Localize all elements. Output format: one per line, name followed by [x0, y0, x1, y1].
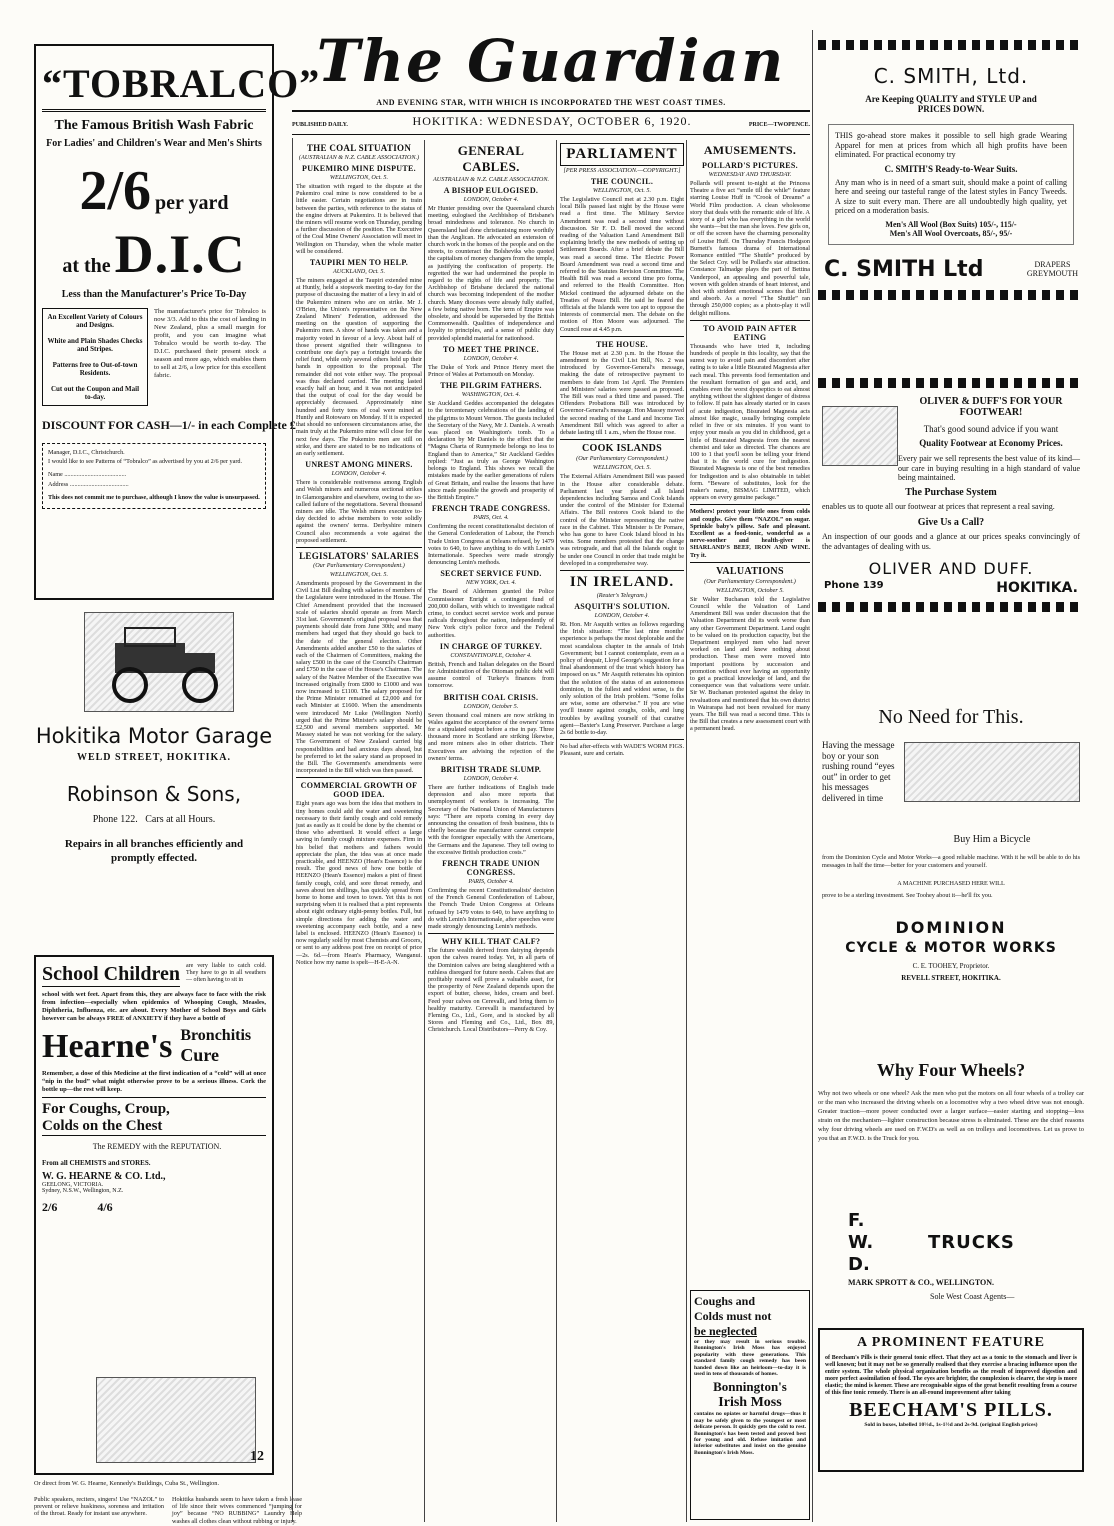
smith-text-2: Any man who is in need of a smart suit, should make a point of calling here and seeing our tasteful range of the latest styles in Fancy Tweeds. A size to suit every man. There are all undoubtedly high quality, yet priced on a moderation basis.	[835, 177, 1067, 215]
bonnington-brand-2: Irish Moss	[718, 1395, 782, 1411]
salaries-date: WELLINGTON, Oct. 5.	[329, 570, 389, 578]
nazol-ad: Public speakers, reciters, singers! Use “NAZOL” to prevent or relieve huskiness, soreness and irritation of the throat. Ready for instant use anywhere.	[34, 1496, 164, 1518]
dateline: HOKITIKA: WEDNESDAY, OCTOBER 6, 1920.	[412, 114, 692, 128]
hearne-price-1: 2/6	[42, 1200, 58, 1214]
prince-head: TO MEET THE PRINCE.	[443, 344, 539, 354]
tobralco-price: 2/6	[79, 160, 152, 222]
boot-illustration	[822, 406, 898, 466]
unrest-head: UNREST AMONG MINERS.	[305, 460, 413, 470]
need-buy: Buy Him a Bicycle	[953, 834, 1031, 845]
taupiri-head: TAUPIRI MEN TO HELP.	[309, 258, 409, 268]
hearne-ad	[34, 955, 274, 1475]
tobralco-tagline: The Famous British Wash Fabric	[54, 118, 254, 133]
commercial-text: Eight years ago was born the idea that mothers in tiny homes could add the water and sweetening necessary to their family cough and cold remedy just as easily as it could be done by the chemist or those who advertised. It would effect a large saving in family cough mixture expenses. Firm in his belief that mothers and fathers would appreciate the plan, the idea was at once made practicable, and HEENZO (Hean's Essence) is the result. The good news of how one bottle of HEENZO (Hean's Essence) makes a pint of finest family cough, cold, and sore throat remedy, and saves about ten shillings, has quickly spread from home to home and town to town. Yet this is not surprising when it is realised that a pint represents about eight ordinary eight-penny bottles. Full, but simple directions for adding the water and sweetening accompany each bottle, and a new label is enclosed. HEENZO (Hean's Essence) is now regularly sold by most Chemists and Grocers, or sent to any address post free on receipt of price—2s. 6d.—from Hean's Pharmacy, Wanganui. Notice how my name is spelt—H-E-A-N.	[296, 800, 422, 966]
coal-crisis-date: LONDON, October 5.	[463, 702, 519, 710]
coal-crisis-head: BRITISH COAL CRISIS.	[443, 692, 539, 702]
car-illustration	[84, 612, 234, 712]
beecham-name: BEECHAM'S PILLS.	[849, 1399, 1053, 1421]
od-town: HOKITIKA.	[996, 580, 1078, 596]
valuations-source: (Our Parliamentary Correspondent.)	[704, 577, 796, 585]
bishop-text: Mr Hunter presiding over the Queensland church meeting, eulogised the Archbishop of Brisbane's broad mindedness and tolerance. No church in Queensland had done christianising more worthily than the Anglican. He advocated an extension of church work in the homes of the people and on the streets, to counteract the Bolsheviks who quoted the capitalism of money changers from the temple, as justifying the confiscation of property. He regretted the war had undermined the people in regard to the rights of life and property. The Archbishop of Brisbane declared the national church was becoming independent of the mother church. Many dioceses were already fully staffed, a few being native born. The term of Empire was obsolete, and should be superseded by the British Commonwealth. Qualities of independence and loyalty to principles, and a sense of public duty provided splendid material for nationhood.	[428, 205, 554, 342]
smith-ad	[818, 40, 1084, 368]
column-4	[560, 140, 684, 1522]
pukemiro-text: The situation with regard to the dispute at the Pukemiro coal mine is now considered to be a little easier. Certain negotiations are in train between the parties, with reference to the status of the engine drivers at Pukemiro. It is believed that the miners will resume work on Thursday, pending a further discussion of the position. The Executive of the Coal Mine Owners' Association will meet in Wellington on Thursday, when the whole matter will be considered.	[296, 183, 422, 255]
tobralco-brand: “TOBRALCO”	[42, 61, 321, 106]
salaries-source: (Our Parliamentary Correspondent.)	[313, 561, 405, 569]
pukemiro-head: PUKEMIRO MINE DISPUTE.	[302, 164, 416, 173]
fwd-trucks: TRUCKS	[928, 1232, 1015, 1253]
fwd-head: Why Four Wheels?	[876, 1060, 1026, 1080]
french-date: PARIS, Oct. 4.	[473, 514, 509, 522]
dominion-ad	[818, 700, 1084, 1030]
calf-text: The future wealth derived from dairying depends upon the calves reared today. Yet, in all parts of the Dominion calves are being slaughtered with a ruthless disregard for future needs. Calves that are profitably reared will prove a valuable asset, for the prosperity of New Zealand depends upon the export of butter, cheese, hides, cream and beef. Feed your calves on Cerevalli, and bring them to healthy maturity. Cerevalli is manufactured by Fleming Co., Ltd., Gore, and is stocked by all Stores and Fleming and Co., Ltd., Box 89, Christchurch. Local Distributors—Perry & Coy.	[428, 947, 554, 1034]
parliament-source: [PER PRESS ASSOCIATION.—COPYRIGHT.]	[563, 167, 681, 174]
bonnington-coughs-3: be neglected	[694, 1324, 757, 1338]
running-boy-illustration	[904, 742, 1080, 802]
turkey-head: IN CHARGE OF TURKEY.	[439, 641, 543, 651]
secret-text: The Board of Aldermen granted the Police Commissioner Enright a contingent fund of 200,000 dollars, with which to investigate radical crime, to conduct secret service work and pursue radicals throughout the nation, independently of New York city's police force and the Federal authorities.	[428, 588, 554, 639]
prince-date: LONDON, October 4.	[463, 354, 519, 362]
ireland-source: (Reuter's Telegram.)	[596, 591, 648, 599]
fwd-sole: Sole West Coast Agents—	[930, 1292, 1015, 1301]
smith-coats: Men's All Wool Overcoats, 85/-, 95/-	[889, 228, 1013, 238]
garage-street: WELD STREET, HOKITIKA.	[76, 752, 232, 763]
coal-crisis-text: Seven thousand coal miners are now striking in Wales against the acceptance of the owners' terms for a stipulated output before a rise in pay. Three thousand more in Scotland are striking likewise, and more miners also in other districts. Their Executives are advising the rejection of the owners' terms.	[428, 711, 554, 762]
od-question: That's good sound advice if you want	[923, 424, 1059, 434]
french-text: Confirming the recent constitutionalist decision of the General Confederation of Labour, the French Trade Union Congress at Orleans refused, by 1479 votes to 640, to have anything to do with Lenin's Internationale. Speeches were made strongly denouncing Lenin's methods.	[428, 523, 554, 567]
beecham-text: of Beecham's Pills is their general tonic effect. That they act as a tonic to the stomach and liver is well known; but it may not be so generally realised that they exercise a bracing influence upon the entire system. The whole physical organization benefits as the result of improved digestion and more perfect assimilation of food. The eyes are brighter, the complexion is clearer, the step is more elastic; the mind is keener. These are recognisable signs of the great benefit resulting from a course of this fine tonic remedy. There is an all-round improvement after taking	[825, 1355, 1077, 1396]
pollard-head: POLLARD'S PICTURES.	[702, 161, 798, 170]
price-label: PRICE—TWOPENCE.	[748, 122, 810, 128]
masthead-title: The Guardian	[316, 27, 786, 95]
hearne-headline: School Children	[42, 963, 180, 985]
turkey-text: British, French and Italian delegates on the Board for Administration of the Ottoman public debt will assume control of Turkey's finances from tomorrow.	[428, 660, 554, 690]
masthead-subtitle: AND EVENING STAR, WITH WHICH IS INCORPORATED THE WEST COAST TIMES.	[376, 98, 726, 107]
bonnington-ad	[690, 1290, 810, 1520]
hearne-direct: Or direct from W. G. Hearne, Kennedy's Buildings, Cuba St., Wellington.	[34, 1480, 220, 1487]
bonnington-coughs-2: Colds must not	[694, 1309, 772, 1323]
taupiri-date: AUCKLAND, Oct. 5.	[332, 268, 386, 276]
bonnington-text-2: contains no opiates or harmful drugs—thus it may be safely given to the youngest or most delicate person. It quickly gets the cold to rest. Bonnington's has been tested and proved best for young and old. Refuse imitation and inferior substitutes and insist on the genuine Bonnington's Irish Moss.	[694, 1411, 806, 1456]
smith-try: C. SMITH'S Ready-to-Wear Suits.	[884, 163, 1018, 174]
need-head: No Need for This.	[878, 706, 1024, 728]
laundry-ad: Hokitika husbands seem to have taken a fresh lease of life since their wives commenced “jumping for joy” because “NO RUBBING” Laundry Help washes all clothes clean without rubbing or injury.	[172, 1496, 302, 1525]
union-text: Confirming the recent Constitutionalists' decision of the French General Confederation of Labour, the French Trade Union Congress at Orleans refused by 1479 votes to 640, to have anything to do with Lenin's Internationale, after speeches were made strongly denouncing Lenin's methods.	[428, 887, 554, 931]
valuations-text: Sir Walter Buchanan told the Legislative Council while the Valuation of Land Amendment Bill was under discussion that the Valuation Department did its work worse than any other Government Department. Land ought to be valued on its production capacity, but the Department employed men who had never worked on land and knew nothing about production. These men were moved into important positions by succession and promotion without ever having an opportunity to get a practical knowledge of land, and the consequence was that valuations were unfair. Sir W. Buchanan protested against the delay in revaluations and mentioned that his own district in Wairarapa had not been revalued for many years. The Bill was read a second time. This is the Bill that creates a new assessment court with a permanent head.	[690, 595, 810, 733]
tobralco-feature-2: White and Plain Shades Checks and Stripes.	[47, 337, 143, 353]
beecham-sold: Sold in boxes, labelled 10½d., 1s-1½d and 2s-9d. (original English prices)	[864, 1422, 1038, 1428]
od-name: OLIVER AND DUFF.	[868, 559, 1034, 578]
pollard-date: WEDNESDAY AND THURSDAY.	[708, 171, 792, 178]
need-hire: A MACHINE PURCHASED HERE WILL	[897, 880, 1005, 887]
od-text-2: enables us to quote all our footwear at prices that represent a real saving.	[822, 501, 1055, 511]
smith-name: C. SMITH, Ltd.	[873, 64, 1029, 88]
cook-islands-text: The External Affairs Amendment Bill was passed in the House after considerable debate. Parliament last year placed all Island dependencies including Samoa and Cook Islands under the control of the Minister for External Affairs. The Bill restores Cook Island to the control of the Minister representing the native race in the Cabinet. This Minister is Dr Pomare, who has gone to have Cook Island blood in his veins. Some members protested that the change was retrograde, and that all the Islands ought to be under one Council in order that trade might be developed in a comprehensive way.	[560, 473, 684, 567]
bishop-date: LONDON, October 4.	[463, 196, 519, 203]
fwd-d: D.	[848, 1254, 870, 1275]
house-head: THE HOUSE.	[596, 339, 648, 349]
coal-source: (AUSTRALIAN & N.Z. CABLE ASSOCIATION.)	[298, 154, 420, 161]
coupon-line-2: I would like to see Patterns of “Tobralco” as advertised by you at 2/6 per yard.	[48, 458, 243, 466]
garage-ad	[34, 612, 274, 912]
general-cables-source: AUSTRALIAN & N.Z. CABLE ASSOCIATION.	[432, 176, 550, 183]
od-system: The Purchase System	[905, 486, 997, 498]
tobralco-discount: DISCOUNT FOR CASH—1/- in each Complete £	[42, 418, 296, 432]
taupiri-text: The miners engaged at the Taupiri extended mine at Huntly, held a stopwork meeting to-day for the purpose of discussing the matter of a levy in aid of the Pukemiro miners who are on strike. Mr J. O'Brien, the Union's representative on the New Zealand Miners' Federation, addressed the meeting on the question of supporting the Pukemiro men. A show of hands was taken and a majority voted in favour of a levy. About half of those present signified their willingness to contribute one day's pay a fortnight towards the relief fund, while only several others held up their hands in opposition to the proposal. The remainder did not vote either way. The proposal was thus declared carried. The meeting lasted exactly half an hour, and it was not anticipated that the output of coal for the day would be appreciably decreased. Approximately nine hundred and forty tons of coal were mined at Huntly and Rotowaro on Monday. If it is expected that should no unforeseen circumstances arise, the main truly at the Pukemiro mine will close for the next few days. The Pukemiro men are still on strike, and there are stated to be no indications of an early settlement.	[296, 277, 422, 457]
slump-date: LONDON, October 4.	[463, 774, 519, 782]
smith-tagline: Are Keeping QUALITY and STYLE UP and PRICES DOWN.	[865, 94, 1037, 114]
cook-islands-head: COOK ISLANDS	[581, 443, 662, 455]
mother-child-illustration	[96, 1377, 256, 1463]
smith-drapers: DRAPERS	[1034, 260, 1071, 269]
asquith-head: ASQUITH'S SOLUTION.	[574, 601, 670, 611]
nazol-mothers-ad: Mothers! protect your little ones from colds and coughs. Give them “NAZOL” on sugar. Sprinkle baby's pillow. Safe and pleasant. Excellent as a food-tonic, wonderful as a nerve-soother and health-giver is SHARLAND'S BEEF, IRON AND WINE. Try it.	[690, 508, 810, 559]
tobralco-store: D.I.C	[114, 224, 246, 284]
union-date: PARIS, October 4.	[468, 878, 514, 886]
fwd-ad	[818, 1060, 1084, 1310]
fwd-f: F.	[848, 1210, 865, 1231]
salaries-text: Amendments proposed by the Government in the Civil List Bill dealing with salaries of members of the Legislature were introduced in the House. The Chief Amendment provided that the increased scale of salaries should operate as from March 31st last. Government's original proposal was that payments should date from June 30th; and many members had urged that they should go back to the date of the general election. Other Amendments added another £50 to the salaries of each of the Chairmen of Committees, making the salary £500 in the case of the Council's Chairman and £750 in the case of the House's Chairman. The salary of the Native Member of the Executive was increased originally from £800 to £1000 and was now increased to £1100. The salary proposed for the Prime Minister remained at £2,000 and for each Minister at £1600. When the amendments were introduced Mr Luke (Wellington North) urged that the Prime Minister's salary should be £2,500 and several members supported. Mr Massey stated he was not working for the salary. The Government of New Zealand carried big responsibilities and had anxious days ahead, but he preferred to let the salary stand as proposed in the Bill. The Government's amendments were incorporated in the Bill which was then passed.	[296, 579, 422, 775]
secret-head: SECRET SERVICE FUND.	[440, 569, 542, 579]
dominion-4: REVELL STREET, HOKITIKA.	[901, 974, 1001, 982]
parliament-head: PARLIAMENT	[560, 143, 684, 166]
salaries-head: LEGISLATORS' SALARIES	[299, 550, 419, 561]
pain-head: TO AVOID PAIN AFTER EATING	[703, 323, 797, 342]
coupon-note: This does not commit me to purchase, although I know the value is unsurpassed.	[48, 493, 260, 501]
coupon-address-label: Address	[48, 480, 69, 488]
hearne-body: school with wet feet. Apart from this, they are always face to face with the risk from infection—especially when epidemics of Whooping Cough, Measles, Diphtheria, Influenza, etc. are about. Every Mother of School Boys and Girls however can be always FREE of ANXIETY if they have a bottle of	[42, 991, 266, 1022]
bonnington-brand-1: Bonnington's	[713, 1379, 787, 1395]
tobralco-side-text: The manufacturer's price for Tobralco is now 3/3. Add to this the cost of landing in New Zealand, plus a small margin for profit, and you can imagine what Tobralco would be worth to-day. The D.I.C. purchased their present stock a season and more ago, which enables them to sell at 2/6, a low price for this excellent fabric.	[154, 308, 266, 379]
house-text: The House met at 2.30 p.m. In the House the amendment to the Civil List Bill, No. 2 was introduced by Governor-General's message, making the date of retrospective payment to members to date from 1st April. The Premiers and Ministers' salaries were passed as proposed. The Bill was read a third time and passed. The Offenders Probations Bill was introduced by Governor-General's message. Hon Massey moved the second reading of the Land and Income Tax Amendment Bill which was agreed to after a debate lasting till 1 a.m., when the House rose.	[560, 349, 684, 437]
hearne-dose: Remember, a dose of this Medicine at the first indication of a “cold” will at once “nip in the bud” what might otherwise prove to be a serious illness. Cork the bottle up—the rest will keep.	[42, 1070, 266, 1093]
od-call: Give Us a Call?	[917, 517, 985, 528]
hearne-cities: GEELONG, VICTORIA.	[42, 1182, 104, 1188]
union-head: FRENCH TRADE UNION CONGRESS.	[442, 859, 540, 878]
beecham-head: A PROMINENT FEATURE	[856, 1335, 1046, 1350]
smith-logo: C. SMITH Ltd	[824, 256, 984, 282]
garage-repairs: Repairs in all branches efficiently and promptly effected.	[64, 838, 244, 864]
published-label: PUBLISHED DAILY.	[292, 122, 348, 128]
smith-suits: Men's All Wool (Box Suits) 105/-, 115/-	[885, 219, 1017, 229]
column-3	[428, 140, 554, 1522]
garage-cars: Cars at all Hours.	[145, 814, 216, 825]
bonnington-text: or they may result in serious trouble. Bonnington's Irish Moss has enjoyed popularity with three generations. This standard family cough remedy has been handed down like an heirloom—to-day it is used in tens of thousands of homes.	[694, 1339, 806, 1378]
council-text: The Legislative Council met at 2.30 p.m. Eight local Bills passed last night by the House were read a first time. The Military Service Amendment was read a second time without discussion. Sir F. D. Bell moved the second reading of the Valuation Land Amendment Bill explaining briefly the new methods of setting up Settlement Boards. After a brief debate the Bill was read a second time. The Electric Power Board Amendment was read a second time and referred to the Statutes Revision Committee. The Health Bill was read a second time pro forma, and referred to the Health Committee. Hon Mickel continued the adjourned debate on the Treaties of Peace Bill. He said he feared the officials at the Islands were too apt to oppose the interests of commercial men. The debate on the motion of Hon Moore was adjourned. The Council rose at 4.45 p.m.	[560, 196, 684, 333]
dominion-3: C. E. TOOHEY, Proprietor.	[912, 962, 990, 970]
secret-date: NEW YORK, Oct. 4.	[465, 579, 517, 587]
tobralco-ad: “TOBRALCO” The Famous British Wash Fabric For Ladies' and Children's Wear and Men's Shirts 2/6 per yard at the D.I.C Less than the Manufacturer's Price To-Day An Excellent Variety of Colours and Designs. White and Plain Shades Checks and Stripes. Patterns free to Out-of-town Residents. Cut out the Coupon and Mail to-day. The manufacturer's price for Tobralco is now 3/3. Add to this the cost of landing in New Zealand, plus a small margin for profit, and you can imagine what Tobralco would be worth to-day. The D.I.C. purchased their present stock a season and more ago, which enables them to sell at 2/6, a low price for this excellent fabric. DISCOUNT FOR CASH—1/- in each Complete £ Manager, D.I.C., Christchurch. I would like to see Patterns of “Tobralco” as advertised by you at 2/6 per yard. Name ........................................ Address ...................................... This does not commit me to purchase, although I know the value is unsurpassed.	[34, 44, 274, 600]
hearne-product-2: Cure	[180, 1045, 219, 1065]
hearne-stamp: 12	[250, 1449, 264, 1464]
valuations-head: VALUATIONS	[716, 565, 784, 577]
pain-text: Thousands who have tried it, including hundreds of people in this locality, say that the surest way to avoid pain and discomfort after eating is to take a little Bisurated Magnesia after each meal. This prevents food fermentation and the resultant formation of gas and acid, and enables even the worst dyspeptics to eat almost anything without the slightest danger of distress to follow. If pain has already started or in cases of acute indigestion, Bisurated Magnesia acts almost like magic, usually bringing complete relief in five or six minutes. If you want to enjoy your meals as you did in childhood, get a little of Bisurated Magnesia from the nearest chemist and take as directed. The chances are 100 to 1 that you'll soon be telling your friend that it is the world cure for indigestion. Bisurated Magnesia is one of the best remedies for Indigestion and is also obtainable in tablet form. “Beware of substitutes, look for the maker's name, BISMAG LIMITED, which appears on every genuine package.”	[690, 342, 810, 502]
tobralco-sub: For Ladies' and Children's Wear and Men's Shirts	[46, 138, 262, 149]
tobralco-less: Less than the Manufacturer's Price To-Day	[61, 289, 247, 300]
slump-text: There are further indications of English trade depression and also more reports that unemployment of workers is increasing. The Secretary of the National Union of Manufacturers says: “There are reports coming in every day announcing the cessation of fresh business, this is chiefly because the manufacturer cannot compete with the foreigner especially with the Americans, the Germans and the Japanese. They tell owing to the excessive British production costs.”	[428, 783, 554, 856]
cook-islands-source: (Our Parliamentary Correspondent.)	[576, 455, 668, 463]
commercial-head: COMMERCIAL GROWTH OF GOOD IDEA.	[300, 781, 418, 800]
hearne-side: are very liable to catch cold. They have to go in all weathers— often having to sit in	[186, 963, 266, 983]
fwd-w: W.	[848, 1232, 874, 1253]
od-text-3: An inspection of our goods and a glance at our prices speaks convincingly of the advantages of dealing with us.	[822, 532, 1080, 551]
slump-head: BRITISH TRADE SLUMP.	[440, 764, 542, 774]
smith-text: THIS go-ahead store makes it possible to sell high grade Wearing Apparel for men at prices from which all high profits have been eliminated. For practical economy try	[835, 131, 1067, 159]
bonnington-coughs-1: Coughs and	[694, 1294, 756, 1308]
need-text-2: from the Dominion Cycle and Motor Works—a good reliable machine. With it he will be able to do his messages in half the time—better for your customers and yourself.	[822, 854, 1080, 869]
od-phone: Phone 139	[824, 580, 884, 591]
tobralco-per: per yard	[155, 192, 229, 214]
hearne-from: From all CHEMISTS and STORES.	[42, 1159, 151, 1167]
asquith-text: Rt. Hon. Mr Asquith writes as follows regarding the Irish situation: “The last nine months' experience is perhaps the most deplorable and the most scandalous chapter in the annals of Irish Government; but I cannot contemplate, even as a policy of despair, Lloyd George's suggestion for a final abandonment of the trust which history has imposed on us.” Mr Asquith reiterates his opinion that the solution of the status of an autonomous dominion, in the fullest and widest sense, is the only solution of the Irish problem. “Some folks are wise, some are otherwise.” If you are wise you'll insure against coughs, colds, and lung troubles by availing yourself of that curative agent—Baxter's Lung Preserver. Purchase a large 2s 6d bottle to-day.	[560, 620, 684, 736]
hearne-remedy: The REMEDY with the REPUTATION.	[92, 1142, 222, 1151]
pukemiro-date: WELLINGTON, Oct. 5.	[329, 174, 389, 181]
bishop-head: A BISHOP EULOGISED.	[443, 186, 539, 195]
council-date: WELLINGTON, Oct. 5.	[592, 187, 652, 194]
hearne-company: W. G. HEARNE & CO. Ltd.,	[42, 1171, 166, 1182]
dominion-1: DOMINION	[895, 918, 1007, 937]
tobralco-feature-1: An Excellent Variety of Colours and Designs.	[47, 313, 143, 329]
smith-town: GREYMOUTH	[1026, 269, 1078, 278]
pollard-text: Pollards will present to-night at the Princess Theatre a five act “smile till the while” feature starring Louise Huff in “Crook of Dreams” a World Film production. A clean wholesome story that deals with the romantic side of life. A story of a girl who has everything in the world she wants—but the man she loves. Few girls on, or off the screen have the charming personality of Louise Huff. On Thursday Francis Hodgson Burnett's famous drama of International Romance entitled “The Shuttle” produced by the Select Coy. will be Pollard's star attraction. Constance Talmadge plays the part of Bettina Vanderpool, an appealing and powerful tale, woven with golden strands of heart interest, and shot with strident emotional scenes that thrill and absorb. As a novel “The Shuttle” ran through 250,000 copies; as a photo-play it will delight millions.	[690, 180, 810, 317]
need-text-3: prove to be a sterling investment. See Toohey about it—he'll fix you.	[822, 892, 993, 899]
od-quality: Quality Footwear at Economy Prices.	[919, 438, 1063, 448]
turkey-date: CONSTANTINOPLE, October 4.	[450, 651, 532, 659]
calf-head: WHY KILL THAT CALF?	[441, 937, 541, 947]
masthead	[292, 27, 810, 140]
beecham-ad	[818, 1328, 1084, 1472]
coupon-name-label: Name	[48, 471, 63, 479]
coupon-line-1: Manager, D.I.C., Christchurch.	[48, 449, 125, 456]
council-head: THE COUNCIL.	[590, 177, 654, 186]
tobralco-at: at the	[62, 255, 111, 277]
fwd-text: Why not two wheels or one wheel? Ask the men who put the motors on all four wheels of a trolley car or the man who increased the driving wheels on a locomotive why a two wheel drive was not enough. Greater traction—more power conducted over a larger surface—easier starting and stopping—less strain on the mechanism—lighter construction because stress is eliminated. These are the chief reasons why four driving wheels are used on F.W.D's as well as on trolleys and locomotives. Let us prove to you that an F.W.D. is the Truck for you.	[818, 1090, 1084, 1142]
garage-name: Hokitika Motor Garage	[35, 724, 273, 748]
asquith-date: LONDON, October 4.	[594, 611, 650, 619]
dominion-2: CYCLE & MOTOR WORKS	[845, 940, 1057, 956]
unrest-date: LONDON, October 4.	[331, 470, 387, 478]
valuations-date: WELLINGTON, October 5.	[716, 586, 784, 594]
od-text: Every pair we sell represents the best value of its kind—our care in buying resulting in a high standard of value being maintained.	[898, 454, 1080, 482]
amusements-head: AMUSEMENTS.	[703, 143, 797, 157]
wade-ad: No bad after-effects with WADE'S WORM FIGS. Pleasant, sure and certain.	[560, 743, 684, 758]
unrest-text: There is considerable restiveness among English and Welsh miners and numerous sectional strikes in Glamorganshire and elsewhere, owing to the so-called failure of the negotiations. Several thousand miners are idle. The Welsh miners executive to-day decided to advise members to vote solidly against the owners' terms. Derbyshire miners Council also recommends a vote against the proposed settlement.	[296, 479, 423, 544]
coal-situation-head: THE COAL SITUATION	[306, 143, 412, 153]
hearne-product-1: Bronchitis	[180, 1027, 252, 1044]
column-2	[296, 140, 422, 1522]
pilgrim-date: WASHINGTON, Oct. 4.	[461, 391, 521, 399]
tobralco-feature-3: Patterns free to Out-of-town Residents.	[52, 361, 138, 377]
ireland-head: IN IRELAND.	[569, 573, 675, 590]
hearne-cities-2: Sydney, N.S.W., Wellington, N.Z.	[42, 1188, 124, 1194]
general-cables-head: GENERAL CABLES.	[457, 143, 525, 174]
french-head: FRENCH TRADE CONGRESS.	[431, 504, 551, 514]
fwd-agents: MARK SPROTT & CO., WELLINGTON.	[848, 1278, 995, 1287]
garage-phone: Phone 122.	[92, 814, 138, 825]
garage-owner: Robinson & Sons,	[66, 782, 242, 806]
od-head: OLIVER & DUFF'S FOR YOUR FOOTWEAR!	[919, 396, 1063, 418]
pilgrim-head: THE PILGRIM FATHERS.	[440, 381, 542, 391]
oliver-duff-ad	[818, 378, 1084, 678]
hearne-coughs-1: For Coughs, Croup,	[42, 1101, 170, 1117]
hearne-price-2: 4/6	[97, 1200, 113, 1214]
cook-islands-date: WELLINGTON, Oct. 5.	[592, 464, 652, 472]
hearne-brand: Hearne's	[42, 1027, 173, 1065]
need-text: Having the message boy or your son rushing round “eyes out” in order to get his messages delivered in time	[822, 740, 895, 803]
hearne-coughs-2: Colds on the Chest	[42, 1118, 266, 1136]
tobralco-feature-4: Cut out the Coupon and Mail to-day.	[50, 385, 140, 401]
pilgrim-text: Sir Auckland Geddes accompanied the delegates to the tercentenary celebrations of the landing of the pilgrims to Mount Vernon. The guests included the Secretary of the Navy, Mr J. Daniels. A wreath was placed on Washington's tomb. To a declaration by Mr Daniels to the effect that the “Magna Charta of Runnymede belongs no less to England than to America,” Sir Auckland Geddes replied: “Just as truly as George Washington belongs to England. This shows we recall the mistakes made by the earlier generations of rulers of Great Britain, and realise the lessons that have since made possible the growth and prosperity of the British Empire.”	[428, 400, 554, 501]
prince-text: The Duke of York and Prince Henry meet the Prince of Wales at Portsmouth on Monday.	[428, 363, 554, 379]
